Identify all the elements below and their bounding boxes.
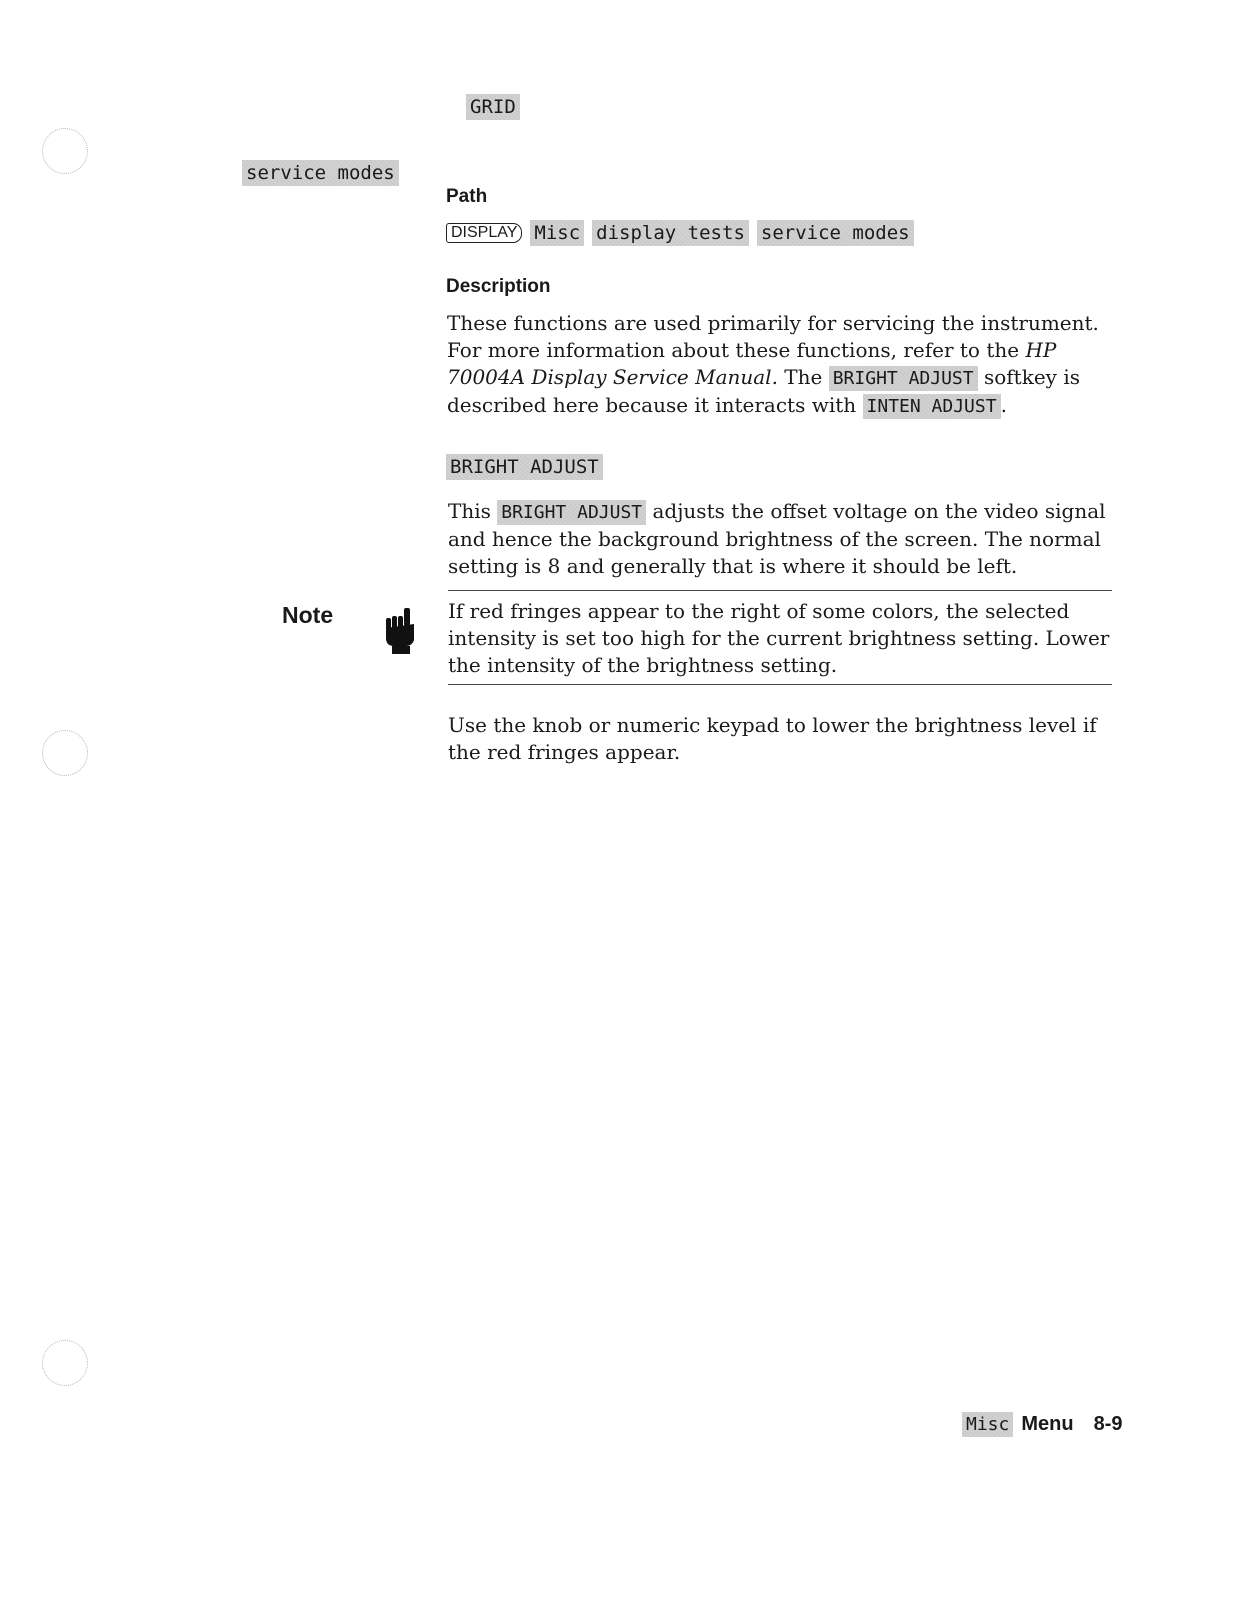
description-text: The: [777, 365, 829, 389]
note-top-rule: [448, 590, 1112, 591]
footer-misc-softkey: Misc: [962, 1412, 1013, 1437]
key-path: [446, 220, 914, 246]
description-text: These functions are used primarily for servicing the instrument. For more information about these functions, refer to the: [447, 311, 1099, 362]
note-label: Note: [282, 602, 334, 628]
page-footer: [962, 1412, 1122, 1437]
grid-softkey: GRID: [466, 94, 520, 120]
binder-hole-icon: [42, 1340, 88, 1386]
description-paragraph: [447, 310, 1111, 420]
description-text: softkey is described here because it interacts with: [447, 365, 1080, 417]
pointing-hand-icon: [382, 606, 418, 656]
service-modes-softkey: service modes: [757, 220, 914, 246]
bright-adjust-paragraph: [448, 498, 1112, 580]
final-paragraph: Use the knob or numeric keypad to lower the brightness level if the red fringes appear.: [448, 713, 1097, 764]
manual-title: HP 70004A Display Service Manual.: [447, 338, 1057, 389]
note-text: If red fringes appear to the right of some colors, the selected intensity is set too high for the current brightness setting. Lower the intensity of the brightness setting.: [448, 599, 1110, 677]
path-heading: Path: [446, 186, 488, 207]
display-hardkey: DISPLAY: [446, 223, 522, 243]
note-bottom-rule: [448, 684, 1112, 685]
bright-adjust-inline-key: BRIGHT ADJUST: [829, 366, 978, 391]
bright-adjust-text: This: [448, 499, 498, 523]
bright-adjust-inline-key: BRIGHT ADJUST: [497, 500, 646, 525]
inten-adjust-inline-key: INTEN ADJUST: [863, 394, 1001, 419]
description-heading: Description: [446, 276, 551, 297]
binder-hole-icon: [42, 730, 88, 776]
bright-adjust-text: adjusts the offset voltage on the video signal and hence the background brightness of the screen. The normal setting is 8 and generally that is where it should be left.: [448, 499, 1106, 578]
margin-softkey-label: service modes: [242, 160, 399, 186]
misc-softkey: Misc: [530, 220, 584, 246]
bright-adjust-heading-key: BRIGHT ADJUST: [446, 454, 603, 480]
display-tests-softkey: display tests: [592, 220, 749, 246]
page-number: 8-9: [1093, 1413, 1123, 1435]
footer-menu-label: Menu: [1021, 1413, 1074, 1435]
description-text: .: [1000, 393, 1007, 417]
binder-hole-icon: [42, 128, 88, 174]
